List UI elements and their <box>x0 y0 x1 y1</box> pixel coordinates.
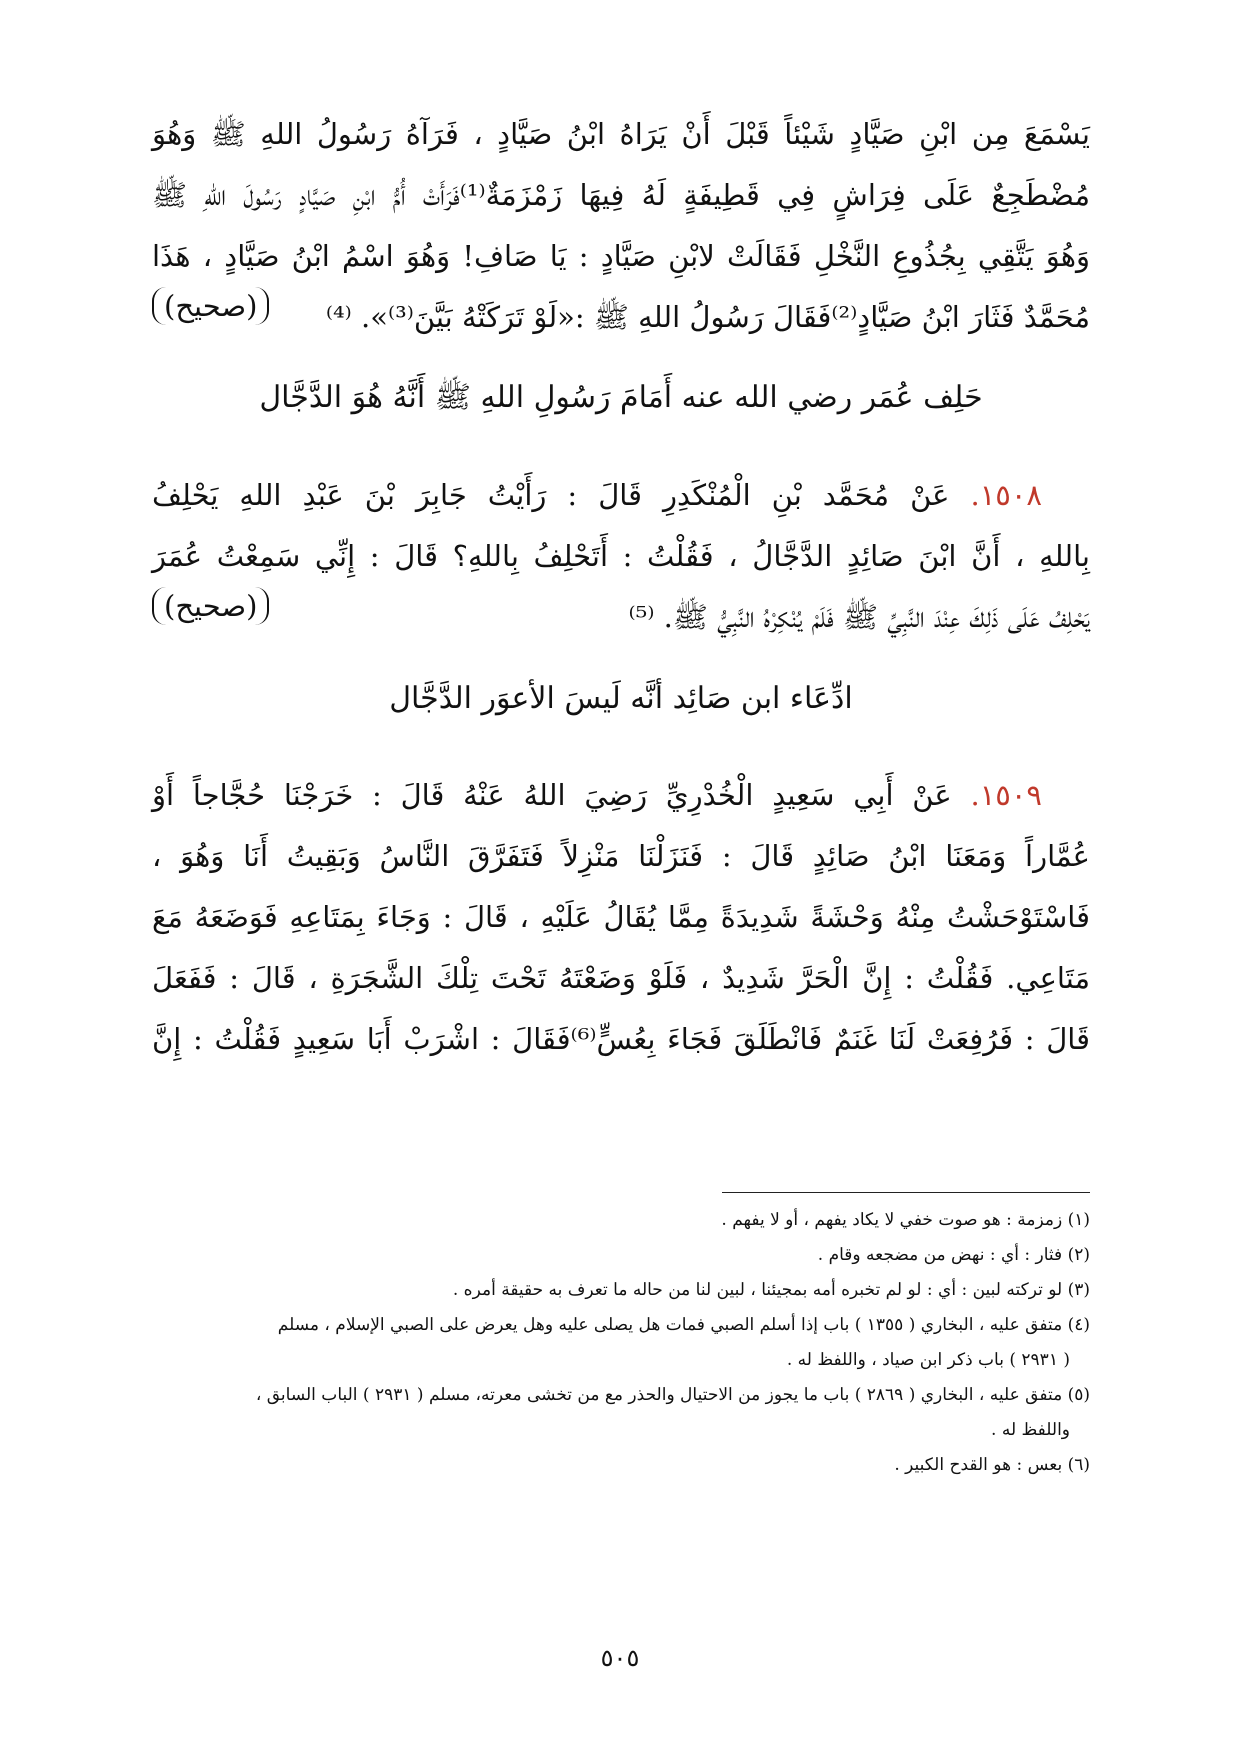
hadith-1509 <box>152 765 1090 1070</box>
page-number: ٥٠٥ <box>600 1644 640 1672</box>
section-heading: حَلِف عُمَر رضي الله عنه أَمَامَ رَسُولِ اللهِ ﷺ أَنَّهُ هُوَ الدَّجَّال <box>259 380 983 415</box>
footnote-continuation: ( ٢٩٣١ ) باب ذكر ابن صياد ، واللفظ له . <box>786 1350 1070 1370</box>
text-line-content: عَنْ أَبِي سَعِيدٍ الْخُدْرِيِّ رَضِيَ اللهُ عَنْهُ قَالَ : خَرَجْنَا حُجَّاجاً أَوْ <box>152 778 952 812</box>
text-line <box>152 287 1090 348</box>
text-line: وَهُوَ يَتَّقِي بِجُذُوعِ النَّخْلِ فَقَالَتْ لابْنِ صَيَّادٍ : يَا صَافِ! وَهُوَ اسْمُ ابْنُ صَيَّادٍ ، هَذَا <box>152 239 1090 273</box>
footnotes <box>152 1203 1090 1483</box>
grade-badge: (صحيح) <box>152 287 269 325</box>
text-line <box>152 765 1090 826</box>
footnote: (٢) فثار : أي : نهض من مضجعه وقام . <box>817 1245 1090 1265</box>
text-line: قَالَ : فَرُفِعَتْ لَنَا غَنَمٌ فَانْطَلَقَ فَجَاءَ بِعُسٍّ⁽⁶⁾فَقَالَ : اشْرَبْ أَبَا سَعِيدٍ فَقُلْتُ : إِنَّ <box>152 1022 1090 1056</box>
text-line-content: مُحَمَّدٌ فَثَارَ ابْنُ صَيَّادٍ⁽²⁾فَقَالَ رَسُولُ اللهِ ﷺ :«لَوْ تَرَكَتْهُ بَيَّنَ⁽³⁾». ⁽⁴⁾ <box>325 300 1090 334</box>
hadith-number: ١٥٠٨. <box>970 478 1042 512</box>
text-line: فَاسْتَوْحَشْتُ مِنْهُ وَحْشَةً شَدِيدَةً مِمَّا يُقَالُ عَلَيْهِ ، قَالَ : وَجَاءَ بِمَتَاعِهِ فَوَضَعَهُ مَعَ <box>152 900 1090 934</box>
paragraph-continuation <box>152 104 1090 348</box>
footnote: (١) زمزمة : هو صوت خفي لا يكاد يفهم ، أو لا يفهم . <box>721 1210 1090 1230</box>
grade-badge: (صحيح) <box>152 587 269 625</box>
text-line: مَتَاعِي. فَقُلْتُ : إِنَّ الْحَرَّ شَدِيدٌ ، فَلَوْ وَضَعْتَهُ تَحْتَ تِلْكَ الشَّجَرَةِ ، قَالَ : فَفَعَلَ <box>152 961 1090 995</box>
text-line <box>152 587 1090 648</box>
text-line-content: يَحْلِفُ عَلَى ذَلِكَ عِنْدَ النَّبِيِّ ﷺ فَلَمْ يُنْكِرْهُ النَّبِيُّ ﷺ. ⁽⁵⁾ <box>628 600 1090 634</box>
footnote: (٤) متفق عليه ، البخاري ( ١٣٥٥ ) باب إذا أسلم الصبي فمات هل يصلى عليه وهل يعرض على الصبي الإسلام ، مسلم <box>277 1315 1090 1335</box>
footnote: (٥) متفق عليه ، البخاري ( ٢٨٦٩ ) باب ما يجوز من الاحتيال والحذر مع من تخشى معرته، مسلم ( ٢٩٣١ ) الباب السابق ، <box>255 1385 1090 1405</box>
footnote-separator <box>722 1192 1090 1193</box>
section-heading: ادِّعَاء ابن صَائِد أنَّه لَيسَ الأعوَر الدَّجَّال <box>389 681 853 716</box>
text-line: يَسْمَعَ مِن ابْنِ صَيَّادٍ شَيْئاً قَبْلَ أَنْ يَرَاهُ ابْنُ صَيَّادٍ ، فَرَآهُ رَسُولُ اللهِ ﷺ وَهُوَ <box>152 117 1090 151</box>
footnote-continuation: واللفظ له . <box>991 1420 1070 1440</box>
text-line: بِاللهِ ، أَنَّ ابْنَ صَائِدٍ الدَّجَّالُ ، فَقُلْتُ : أَتَحْلِفُ بِاللهِ؟ قَالَ : إِنِّي سَمِعْتُ عُمَرَ <box>152 539 1090 573</box>
text-line <box>152 465 1090 526</box>
footnote: (٣) لو تركته لبين : أي : لو لم تخبره أمه بمجيئنا ، لبين لنا من حاله ما تعرف به حقيقة أمره . <box>452 1280 1090 1300</box>
text-line-content: عَنْ مُحَمَّد بْنِ الْمُنْكَدِرِ قَالَ : رَأَيْتُ جَابِرَ بْنَ عَبْدِ اللهِ يَحْلِفُ <box>152 478 950 512</box>
hadith-number: ١٥٠٩. <box>970 778 1042 812</box>
footnote: (٦) بعس : هو القدح الكبير . <box>894 1455 1090 1475</box>
hadith-1508 <box>152 465 1090 648</box>
text-line: عُمَّاراً وَمَعَنَا ابْنُ صَائِدٍ قَالَ : فَنَزَلْنَا مَنْزِلاً فَتَفَرَّقَ النَّاسُ وَبَقِيتُ أَنَا وَهُوَ ، <box>152 839 1090 873</box>
text-line: مُضْطَجِعٌ عَلَى فِرَاشٍ فِي قَطِيفَةٍ لَهُ فِيهَا زَمْزَمَةٌ⁽¹⁾فَرَأَتْ أُمُّ ابْنِ صَيَّادٍ رَسُولَ اللهِ ﷺ <box>152 178 1090 212</box>
